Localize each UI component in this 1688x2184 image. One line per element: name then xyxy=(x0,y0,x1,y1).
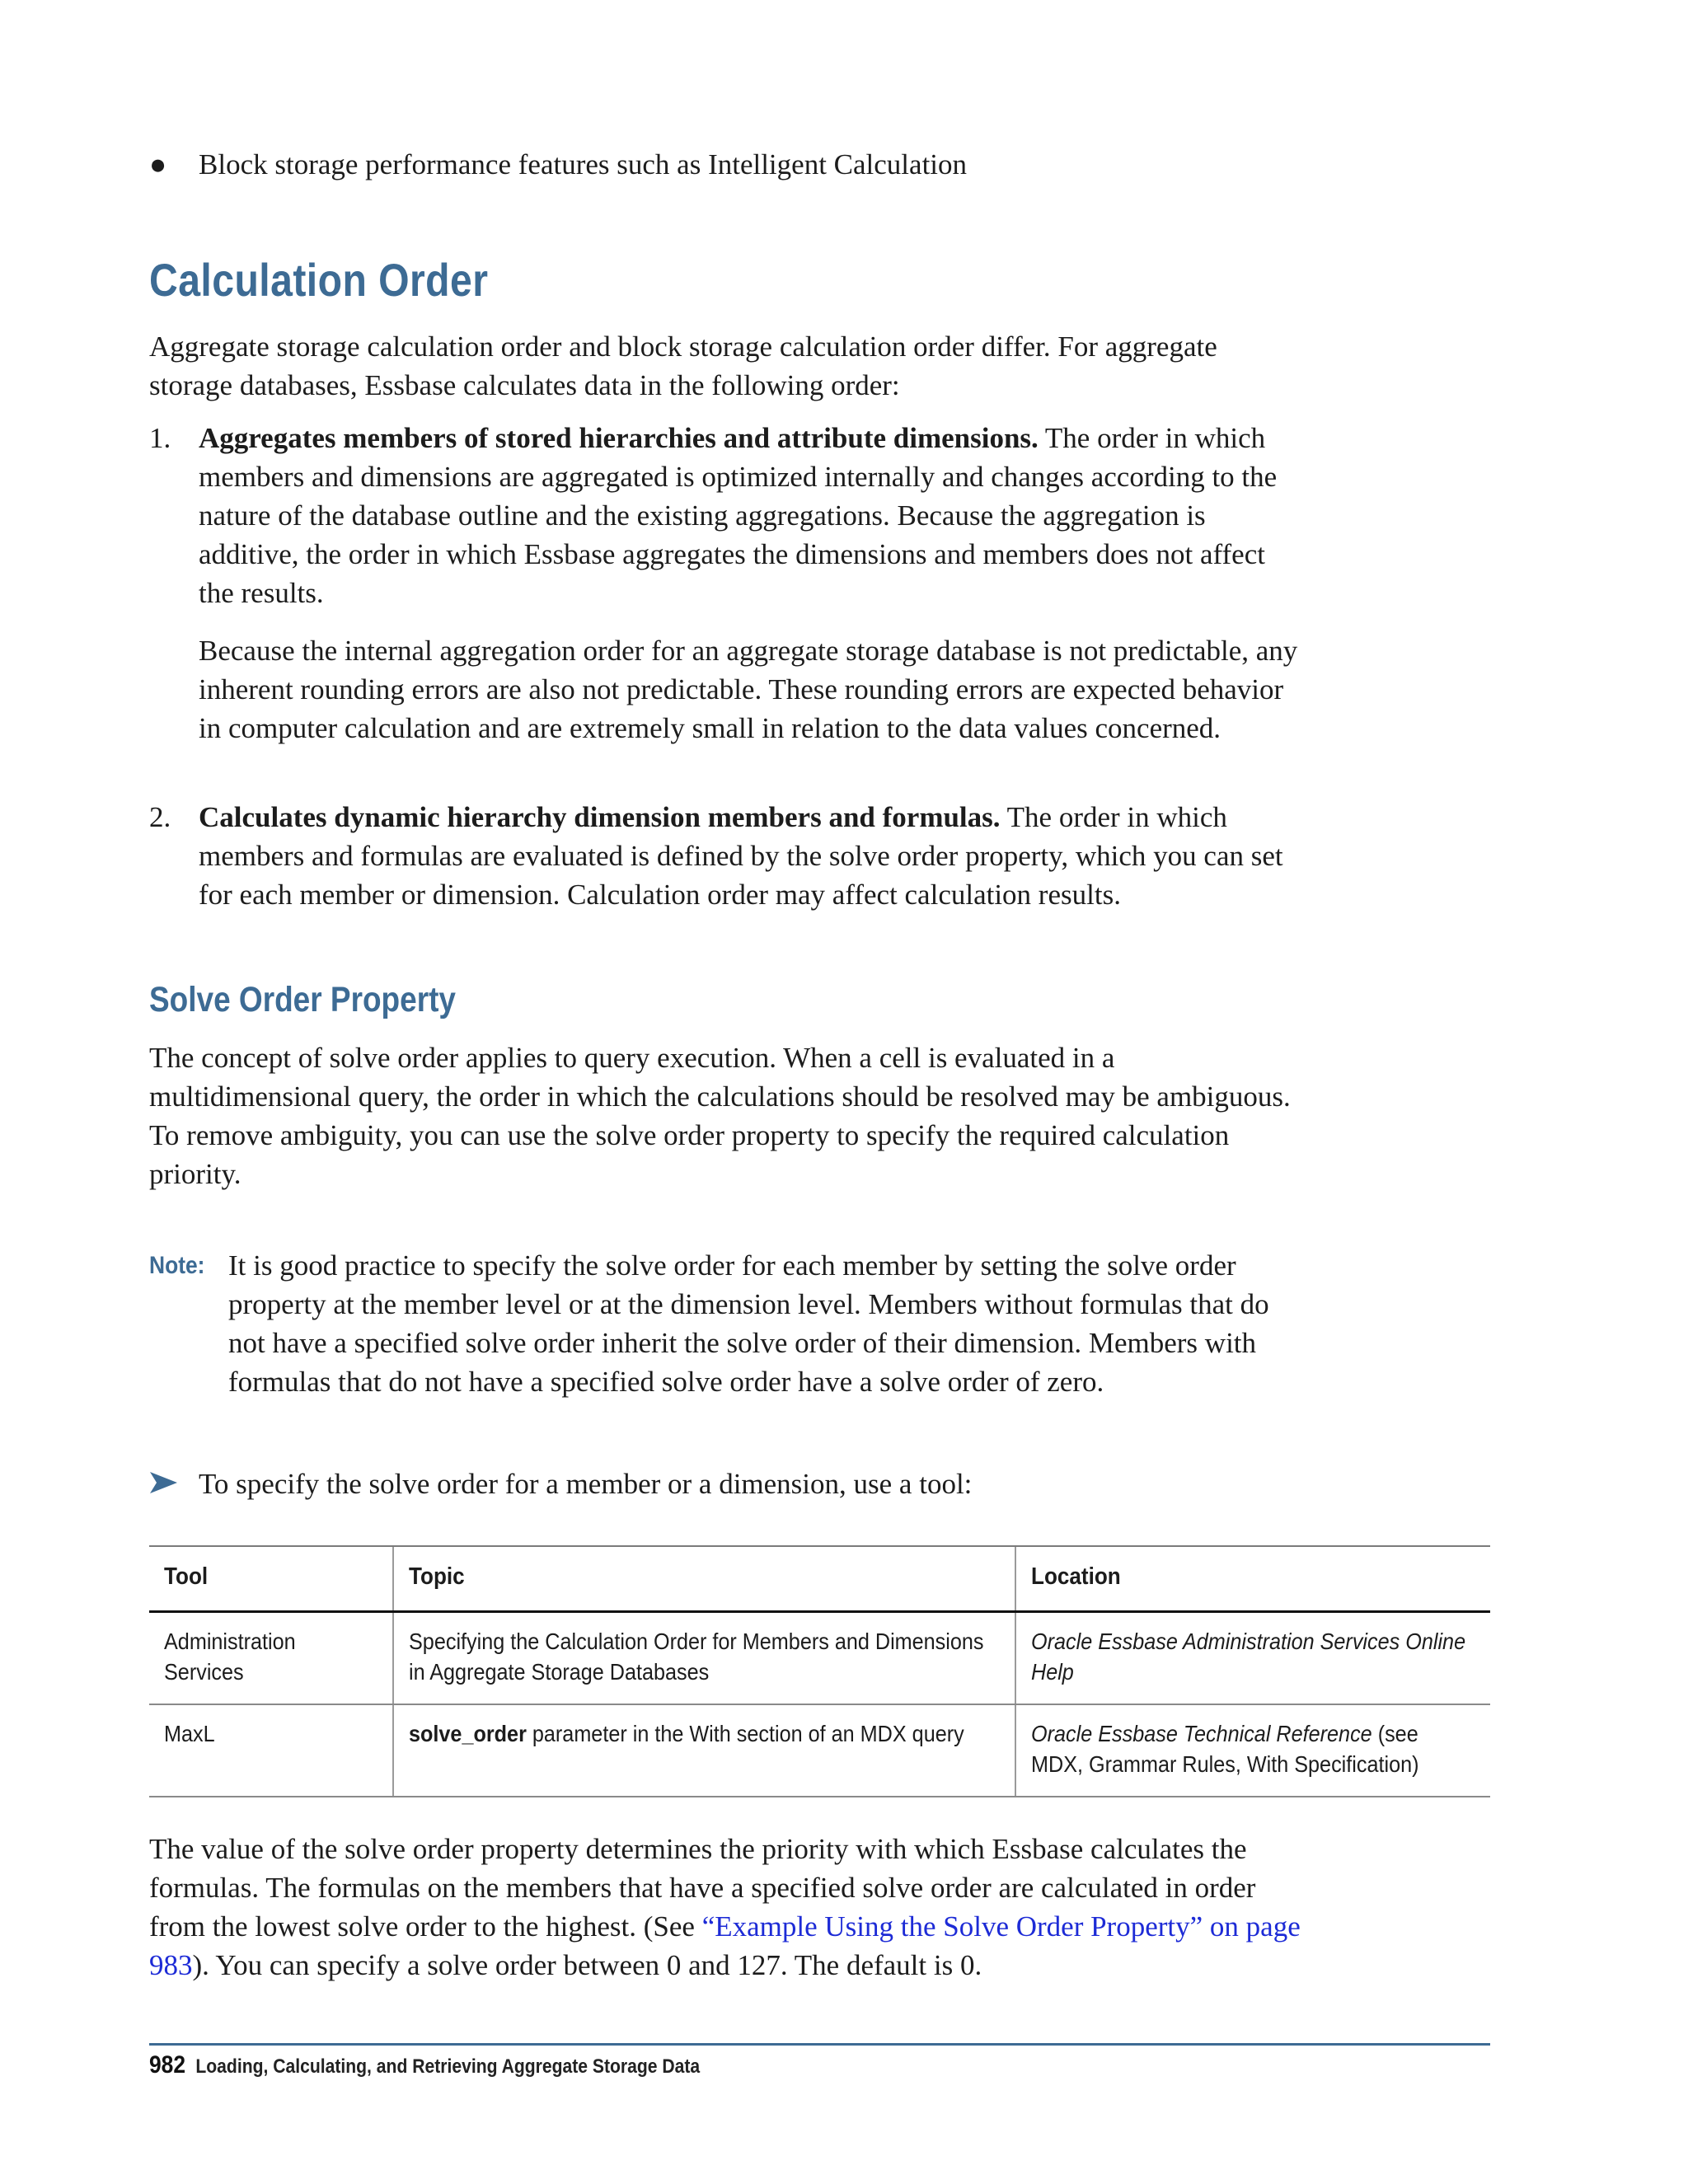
tools-table xyxy=(149,1545,1490,1797)
section-heading-solve-order-property: Solve Order Property xyxy=(149,980,456,1019)
list-number: 2. xyxy=(149,801,171,833)
procedure-text: To specify the solve order for a member or a dimension, use a tool: xyxy=(199,1468,973,1500)
calculation-order-intro: Aggregate storage calculation order and block storage calculation order differ. For aggregate storage databases, Essbase calculates data in the following order: xyxy=(149,330,1217,401)
footer-chapter-title: Loading, Calculating, and Retrieving Aggregate Storage Data xyxy=(195,2055,701,2078)
list-item-text: The order in which members and dimensions are aggregated is optimized internally and changes according to the nature of the database outline and the existing aggregations. Because the aggregation is additive, the order in which Essbase aggregates the dimensions and members does not affect the results. xyxy=(199,422,1278,609)
cell-location: Oracle Essbase Technical Reference (see MDX, Grammar Rules, With Specification) xyxy=(1015,1704,1490,1797)
note-label: Note: xyxy=(149,1252,205,1279)
cell-tool: MaxL xyxy=(149,1704,393,1797)
footer-divider xyxy=(149,2043,1490,2046)
list-item-lead: Calculates dynamic hierarchy dimension members and formulas. xyxy=(199,801,1001,833)
cross-reference-link[interactable]: “Example Using the Solve Order Property” on page 983 xyxy=(149,1910,1301,1981)
list-item-body xyxy=(199,419,1303,612)
column-header-location: Location xyxy=(1015,1546,1490,1612)
page-number: 982 xyxy=(149,2051,186,2079)
list-item-text: The order in which members and formulas are evaluated is defined by the solve order property, which you can set for each member or dimension. Calculation order may affect calculation results. xyxy=(199,801,1283,911)
list-number: 1. xyxy=(149,422,171,454)
list-item-body xyxy=(199,798,1303,914)
bullet-dot-icon: ● xyxy=(149,148,167,180)
cell-topic: solve_order parameter in the With section of an MDX query xyxy=(393,1704,1015,1797)
page-footer xyxy=(149,2049,700,2086)
bullet-text: Block storage performance features such as Intelligent Calculation xyxy=(199,148,968,180)
cell-location: Oracle Essbase Administration Services Online Help xyxy=(1015,1612,1490,1705)
solve-order-intro: The concept of solve order applies to query execution. When a cell is evaluated in a multidimensional query, the order in which the calculations should be resolved may be ambiguous. To remove ambiguity, you can use the solve order property to specify the required calculation priority. xyxy=(149,1042,1291,1190)
list-item-1-extra-paragraph: Because the internal aggregation order for an aggregate storage database is not predictable, any inherent rounding errors are also not predictable. These rounding errors are expected behavior in computer calculation and are extremely small in relation to the data values concerned. xyxy=(199,635,1298,744)
closing-text-before: The value of the solve order property determines the priority with which Essbase calculates the formulas. The formulas on the members that have a specified solve order are calculated in order from the lowest solve order to the highest. (See xyxy=(149,1833,1256,1943)
table-row xyxy=(149,1704,1490,1797)
note-text: It is good practice to specify the solve order for each member by setting the solve order property at the member level or at the dimension level. Members without formulas that do not have a specified solve order inherit the solve order of their dimension. Members with formulas that do not have a specified solve order have a solve order of zero. xyxy=(228,1249,1269,1398)
table-header-row xyxy=(149,1546,1490,1612)
arrowhead-right-icon xyxy=(149,1468,179,1497)
table-row xyxy=(149,1612,1490,1705)
solve-order-closing-paragraph xyxy=(149,1830,1303,1985)
section-heading-calculation-order: Calculation Order xyxy=(149,254,489,306)
cell-topic: Specifying the Calculation Order for Members and Dimensions in Aggregate Storage Databases xyxy=(393,1612,1015,1705)
column-header-tool: Tool xyxy=(149,1546,393,1612)
column-header-topic: Topic xyxy=(393,1546,1015,1612)
list-item-lead: Aggregates members of stored hierarchies and attribute dimensions. xyxy=(199,422,1039,454)
closing-text-after: ). You can specify a solve order between 0 and 127. The default is 0. xyxy=(192,1949,982,1981)
cell-tool: Administration Services xyxy=(149,1612,393,1705)
